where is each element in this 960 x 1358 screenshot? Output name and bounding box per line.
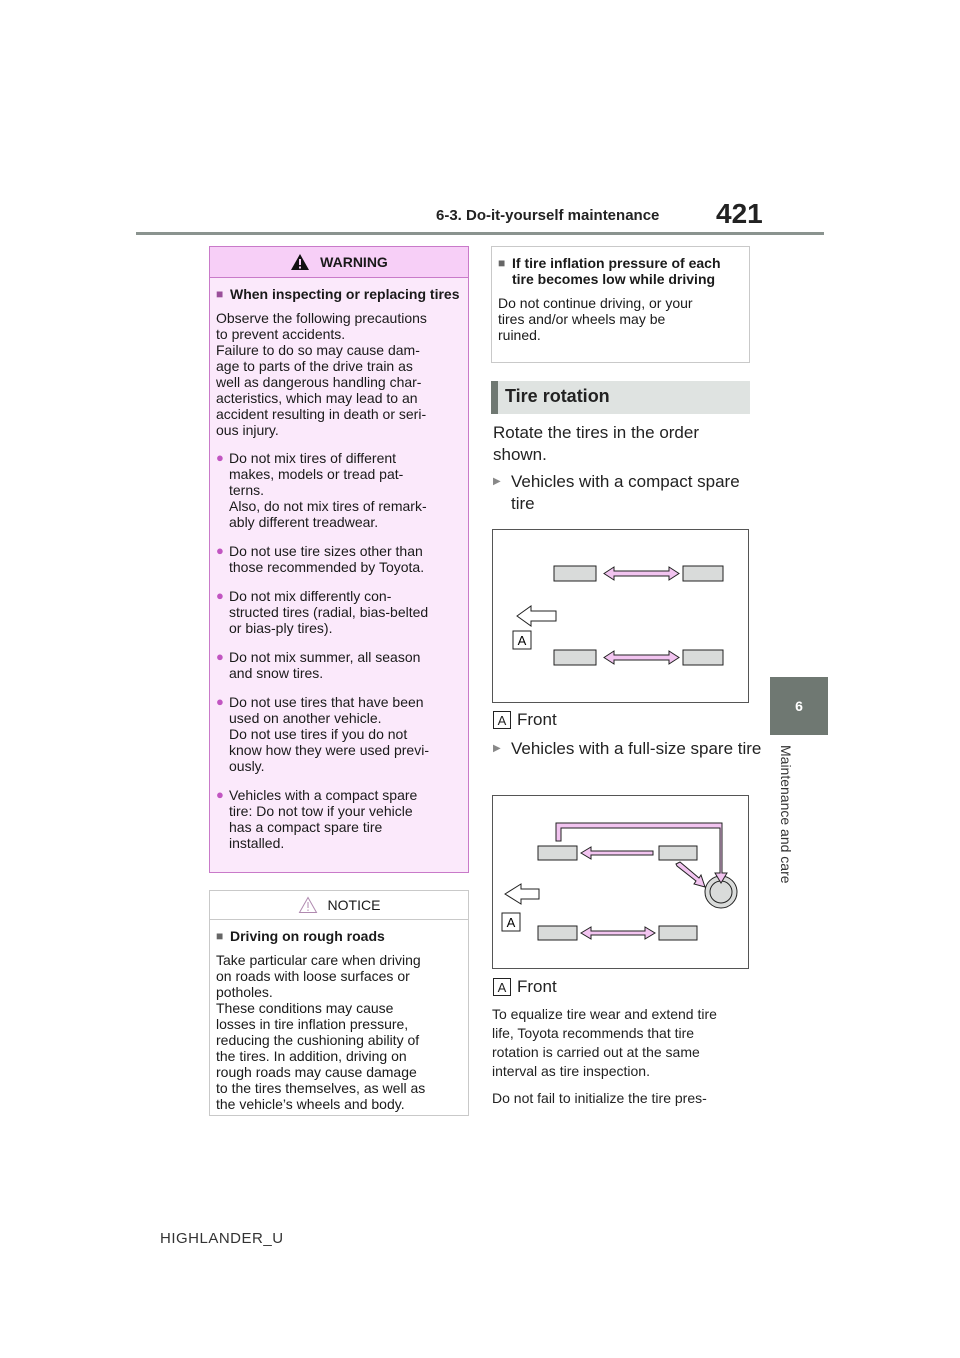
tire-rear-right — [683, 650, 723, 665]
notice-subheading: ■ Driving on rough roads — [216, 928, 462, 944]
rotation-arrow — [676, 862, 705, 887]
warning-bullet: ● Do not use tires that have been used on another vehicle. Do not use tires if you do not know how they were used previ- ously. — [216, 694, 462, 774]
notice-title: NOTICE — [327, 897, 381, 913]
footer-model: HIGHLANDER_U — [160, 1230, 284, 1247]
warning-bullet: ● Do not mix differently con- structed tires (radial, bias-belted or bias-ply tires). — [216, 588, 462, 636]
warning-subheading: ■ When inspecting or replacing tires — [216, 286, 462, 302]
tire-front-left — [538, 846, 577, 860]
compact-diagram-svg — [493, 530, 748, 702]
front-direction-arrow — [505, 884, 539, 904]
warning-intro: Observe the following precautions to prevent accidents. Failure to do so may cause dam- age to parts of the drive train as well as dangerous handling char- acteristics, which may lead to an accident resulting in death or seri- ous injury. — [216, 310, 427, 438]
tire-rear-left — [554, 650, 596, 665]
rotation-arrow — [604, 567, 679, 580]
rotation-arrow — [604, 651, 679, 664]
warning-bullet: ● Do not use tire sizes other than those recommended by Toyota. — [216, 543, 462, 575]
intro-text: Rotate the tires in the order shown. — [493, 423, 700, 464]
rotation-paragraph: To equalize tire wear and extend tire life, Toyota recommends that tire rotation is carried out at the same interval as tire inspection. — [492, 1006, 717, 1079]
notice-box — [209, 890, 469, 1116]
page-number: 421 — [716, 198, 763, 229]
compact-legend — [493, 710, 557, 730]
notice-header — [210, 891, 468, 920]
tire-rear-right — [659, 926, 697, 940]
notice-text: Take particular care when driving on roads with loose surfaces or potholes. These conditions may cause losses in tire inflation pressure, reducing the cushioning ability of the tires. In addition, driving on rough roads may cause damage to the tires themselves, as well as the vehicle’s wheels and body. — [216, 952, 426, 1112]
legend-letter: A — [493, 978, 511, 996]
warning-bullet: ● Do not mix summer, all season and snow tires. — [216, 649, 462, 681]
rotation-arrow — [581, 847, 653, 859]
front-label-letter: A — [517, 633, 527, 648]
initialize-paragraph: Do not fail to initialize the tire pres- — [492, 1090, 707, 1106]
compact-spare-label: ▶ Vehicles with a compact spare tire — [493, 471, 761, 515]
info-subheading: ■ If tire inflation pressure of each tire becomes low while driving — [498, 255, 743, 287]
warning-title: WARNING — [320, 254, 388, 270]
header-rule — [136, 232, 824, 235]
tire-front-right — [659, 846, 697, 860]
front-direction-arrow — [517, 606, 556, 626]
tire-front-right — [683, 566, 723, 581]
fullsize-legend — [493, 977, 557, 997]
chapter-label: Maintenance and care — [778, 745, 794, 884]
fullsize-rotation-diagram — [492, 795, 749, 969]
rotation-arrow — [581, 927, 655, 939]
fullsize-spare-label: ▶ Vehicles with a full-size spare tire — [493, 738, 767, 760]
legend-text: Front — [517, 710, 557, 729]
warning-icon — [290, 253, 310, 271]
compact-rotation-diagram — [492, 529, 749, 703]
warning-bullet: ● Do not mix tires of different makes, models or tread pat- terns. Also, do not mix tires of remark- ably different treadwear. — [216, 450, 462, 530]
warning-box — [209, 246, 469, 873]
fullsize-diagram-svg — [493, 796, 748, 968]
section-title: Tire rotation — [491, 381, 750, 414]
front-label-letter: A — [506, 915, 516, 930]
tire-rear-left — [538, 926, 577, 940]
tire-front-left — [554, 566, 596, 581]
legend-letter: A — [493, 711, 511, 729]
page-header-section: 6-3. Do-it-yourself maintenance — [436, 207, 660, 224]
legend-text: Front — [517, 977, 557, 996]
info-box — [491, 246, 750, 363]
info-text: Do not continue driving, or your tires and/or wheels may be ruined. — [498, 295, 693, 343]
warning-header — [210, 247, 468, 278]
warning-bullet: ● Vehicles with a compact spare tire: Do not tow if your vehicle has a compact spare tire installed. — [216, 787, 462, 851]
notice-icon — [298, 896, 318, 914]
spare-tire-rim — [710, 881, 732, 903]
chapter-tab: 6 — [770, 677, 828, 735]
